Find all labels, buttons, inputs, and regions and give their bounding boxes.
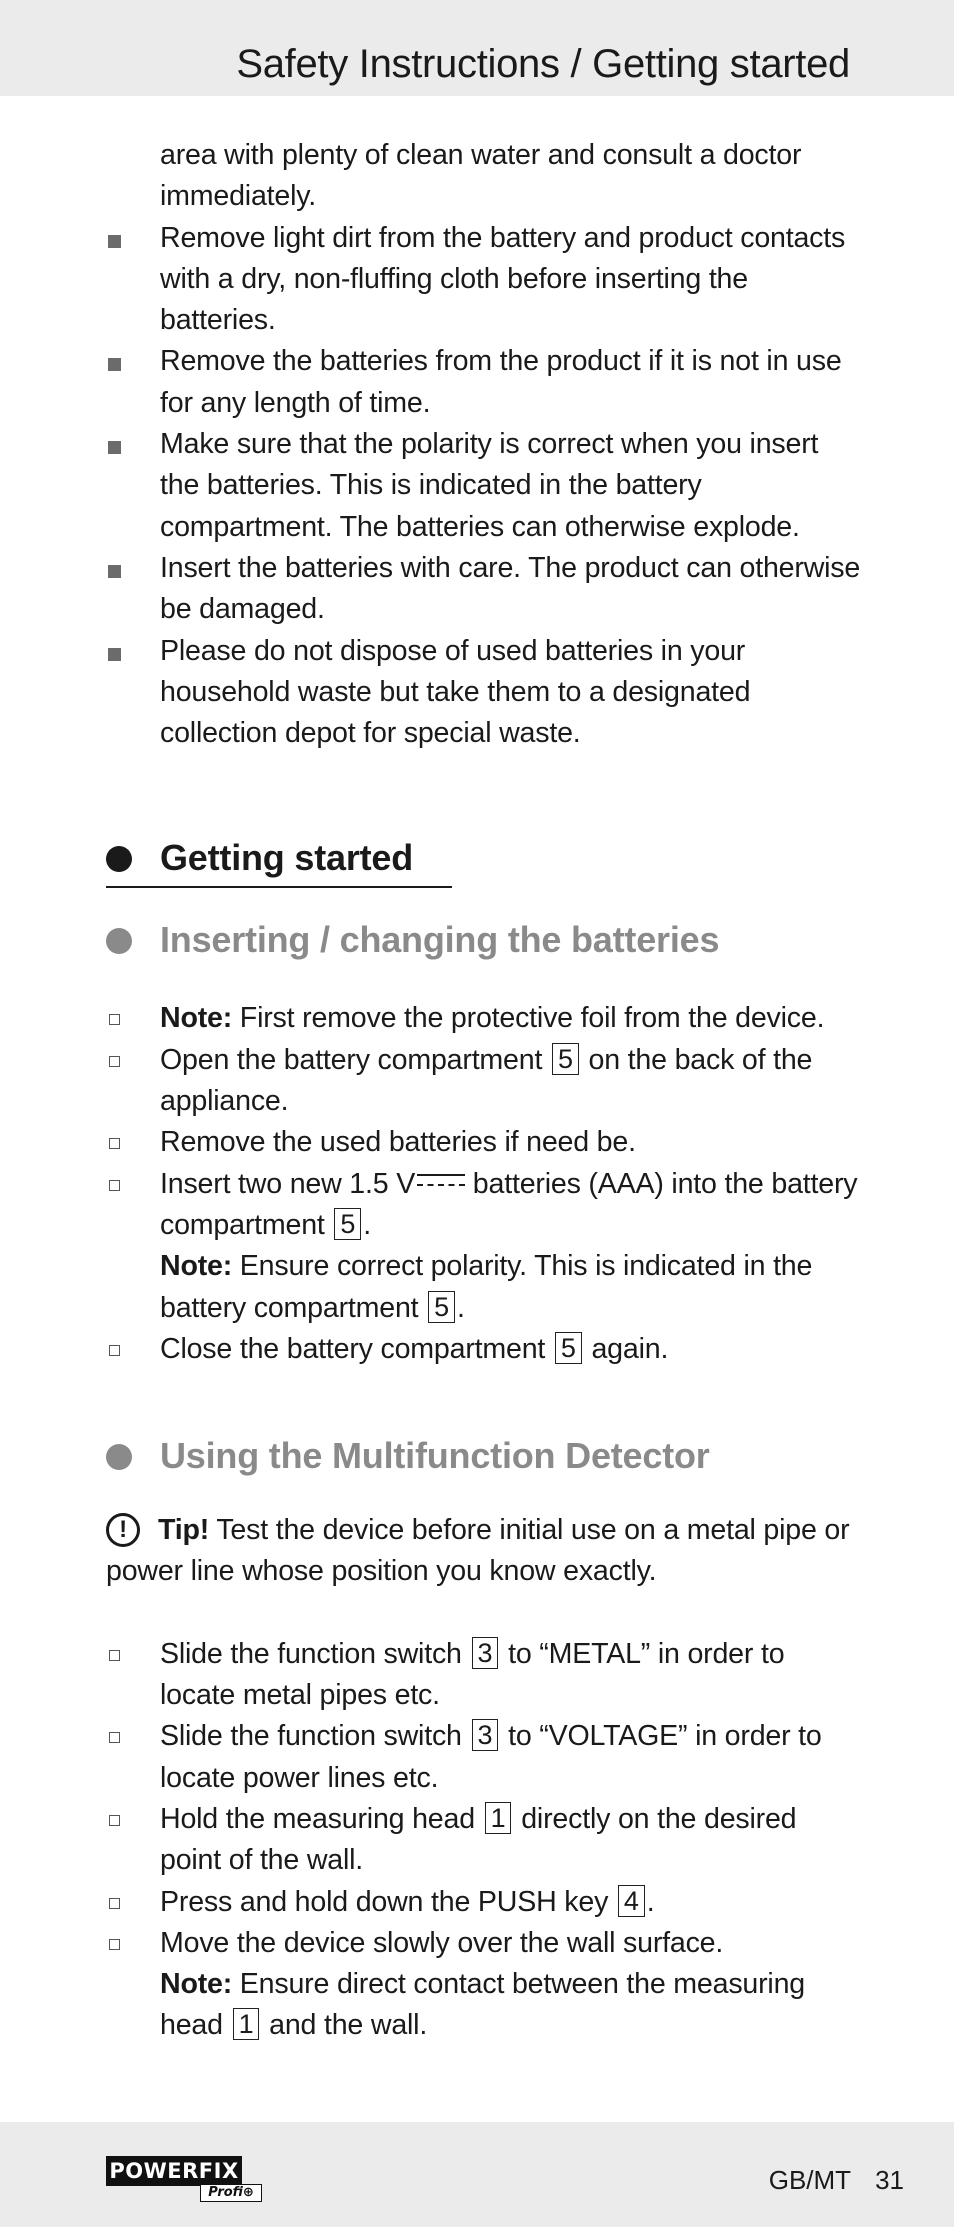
filled-circle-icon — [106, 846, 132, 872]
detector-steps — [106, 1634, 862, 2047]
page-content — [106, 135, 862, 2047]
tip-text: Test the device before initial use on a metal pipe or power line whose position you know exactly. — [106, 1514, 850, 1588]
page-header — [0, 0, 954, 96]
step-text: Press and hold down the PUSH key — [160, 1885, 616, 1918]
square-bullet-icon — [108, 235, 121, 248]
step-text: on the back of the appliance. — [160, 1043, 813, 1118]
list-item — [106, 1799, 862, 1882]
safety-item-text: Insert the batteries with care. The product can otherwise be damaged. — [160, 551, 861, 626]
checkbox-bullet-icon — [109, 1815, 120, 1826]
tip-label: Tip! — [158, 1514, 210, 1547]
step-text: Move the device slowly over the wall surface. — [160, 1926, 724, 1959]
safety-item-text: Remove the batteries from the product if it is not in use for any length of time. — [160, 345, 842, 419]
step-text: Slide the function switch — [160, 1720, 470, 1753]
logo-wordmark: POWERFIX — [106, 2156, 242, 2186]
detector-heading — [106, 1432, 862, 1480]
step-text: directly on the desired point of the wall. — [160, 1802, 797, 1877]
checkbox-bullet-icon — [109, 1939, 120, 1950]
page-number: 31 — [875, 2165, 904, 2195]
part-reference: 3 — [472, 1719, 499, 1751]
region-code: GB/MT — [768, 2165, 852, 2195]
checkbox-bullet-icon — [109, 1732, 120, 1743]
part-reference: 5 — [555, 1332, 582, 1364]
batteries-steps — [106, 998, 862, 1370]
step-text: . — [457, 1291, 465, 1324]
note-label: Note: — [160, 1968, 233, 2001]
square-bullet-icon — [108, 565, 121, 578]
safety-item — [106, 341, 862, 424]
list-item — [106, 1040, 862, 1123]
safety-item-text: Remove light dirt from the battery and product contacts with a dry, non-fluffing cloth before inserting the batteries. — [160, 221, 846, 337]
step-text: again. — [583, 1332, 669, 1365]
step-text: Open the battery compartment — [160, 1043, 550, 1076]
part-reference: 5 — [552, 1043, 579, 1075]
dc-symbol-icon — [417, 1171, 465, 1191]
checkbox-bullet-icon — [109, 1138, 120, 1149]
list-item — [106, 1923, 862, 2047]
step-text: Slide the function switch — [160, 1637, 470, 1670]
checkbox-bullet-icon — [109, 1180, 120, 1191]
list-item — [106, 1164, 862, 1329]
powerfix-logo — [106, 2156, 264, 2202]
safety-list — [106, 135, 862, 754]
step-text: batteries (AAA) into the battery compartment — [160, 1167, 858, 1241]
square-bullet-icon — [108, 358, 121, 371]
getting-started-heading-text: Getting started — [160, 837, 414, 879]
step-text: to “VOLTAGE” in order to locate power lines etc. — [160, 1720, 822, 1794]
filled-circle-icon — [106, 1444, 132, 1470]
logo-subbrand: Profi⊕ — [200, 2184, 262, 2202]
step-text: . — [646, 1885, 655, 1918]
page-footer — [0, 2122, 954, 2227]
safety-continuation — [106, 135, 862, 218]
part-reference: 5 — [334, 1208, 361, 1240]
safety-item — [106, 424, 862, 548]
note-label: Note: — [160, 1250, 233, 1283]
checkbox-bullet-icon — [109, 1014, 120, 1025]
list-item — [106, 1716, 862, 1799]
checkbox-bullet-icon — [109, 1898, 120, 1909]
step-text: Ensure direct contact between the measuring head — [160, 1968, 805, 2042]
page-title: Safety Instructions / Getting started — [236, 42, 850, 86]
part-reference: 5 — [428, 1291, 455, 1323]
batteries-heading — [106, 916, 862, 964]
checkbox-bullet-icon — [109, 1345, 120, 1356]
list-item — [106, 998, 862, 1039]
step-text: Ensure correct polarity. This is indicated in the battery compartment — [160, 1250, 813, 1324]
list-item — [106, 1634, 862, 1717]
heading-underline — [106, 886, 452, 888]
tip-paragraph — [106, 1510, 862, 1593]
filled-circle-icon — [106, 928, 132, 954]
list-item — [106, 1329, 862, 1370]
step-text: Close the battery compartment — [160, 1332, 553, 1365]
step-text: and the wall. — [261, 2009, 428, 2042]
part-reference: 1 — [233, 2008, 260, 2040]
safety-item — [106, 548, 862, 631]
part-reference: 1 — [485, 1802, 512, 1834]
step-text: Remove the used batteries if need be. — [160, 1126, 636, 1159]
square-bullet-icon — [108, 441, 121, 454]
detector-heading-text: Using the Multifunction Detector — [160, 1435, 710, 1477]
step-text: to “METAL” in order to locate metal pipes etc. — [160, 1637, 785, 1712]
part-reference: 4 — [618, 1885, 645, 1917]
checkbox-bullet-icon — [109, 1056, 120, 1067]
getting-started-heading — [106, 834, 862, 882]
exclamation-icon: ! — [106, 1513, 140, 1547]
step-text: Hold the measuring head — [160, 1802, 483, 1835]
checkbox-bullet-icon — [109, 1650, 120, 1661]
list-item — [106, 1882, 862, 1923]
safety-continuation-text: area with plenty of clean water and consult a doctor immediately. — [160, 139, 802, 213]
square-bullet-icon — [108, 648, 121, 661]
list-item — [106, 1122, 862, 1163]
batteries-heading-text: Inserting / changing the batteries — [160, 919, 720, 961]
footer-info — [769, 2162, 904, 2198]
safety-item-text: Please do not dispose of used batteries in your household waste but take them to a designated collection depot for special waste. — [160, 634, 751, 750]
part-reference: 3 — [472, 1637, 499, 1669]
safety-item — [106, 218, 862, 342]
note-label: Note: — [160, 1002, 233, 1035]
step-text: First remove the protective foil from the device. — [232, 1002, 825, 1035]
step-text: . — [363, 1208, 371, 1241]
step-text: Insert two new 1.5 V — [160, 1167, 416, 1200]
safety-item-text: Make sure that the polarity is correct when you insert the batteries. This is indicated in the battery compartment. The batteries can otherwise explode. — [160, 428, 819, 543]
safety-item — [106, 631, 862, 755]
